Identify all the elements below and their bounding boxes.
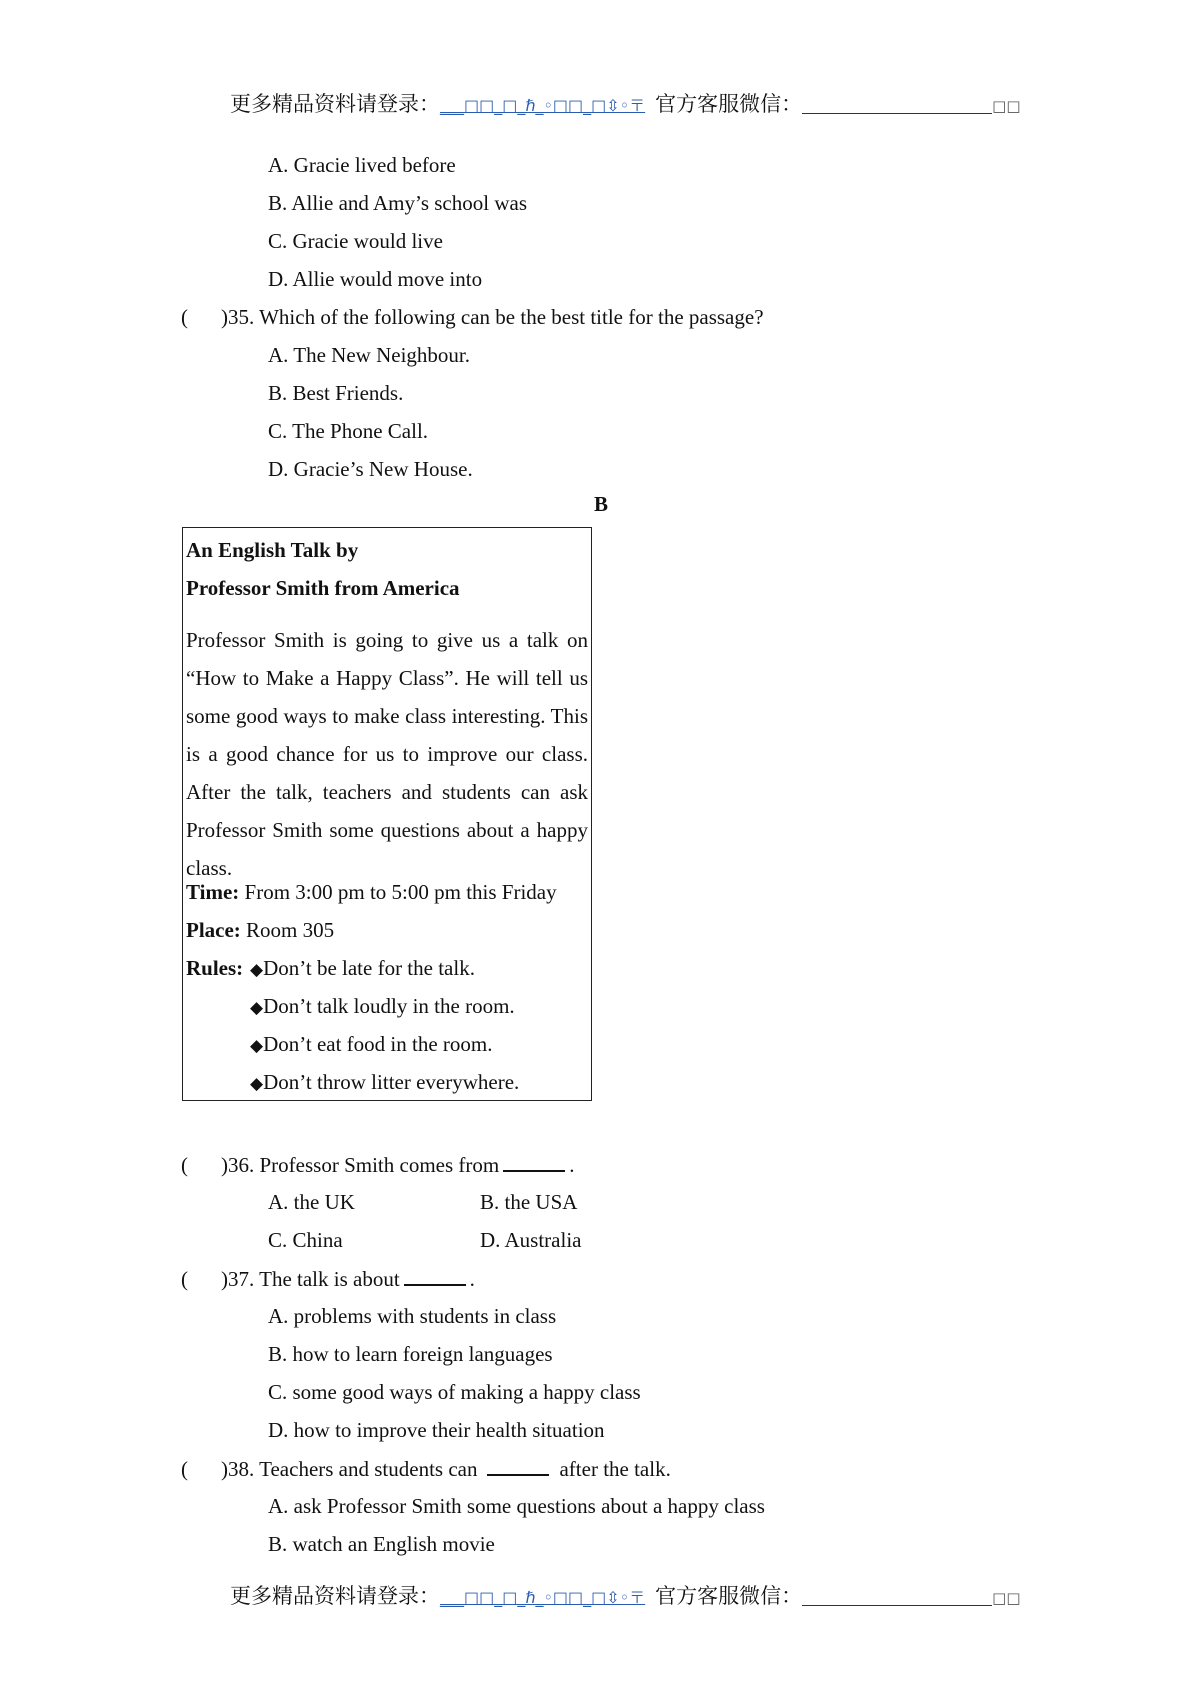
rule-item [250,994,515,1019]
notice-title-1: An English Talk by [186,538,359,562]
diamond-bullet-icon: ◆ [250,960,264,980]
section-label: B [594,492,609,516]
answer-blank [503,1152,565,1172]
question-38-text: )38. Teachers and students can [221,1457,478,1481]
answer-blank [487,1456,549,1476]
q35-option-c: C. The Phone Call. [268,419,429,443]
rule-text: Don’t talk loudly in the room. [263,994,515,1018]
q36-option-c: C. China [268,1228,343,1252]
diamond-bullet-icon: ◆ [250,1074,264,1094]
rule-item [250,956,475,981]
q37-option-d: D. how to improve their health situation [268,1418,605,1442]
answer-paren: ( [181,305,188,329]
notice-time [186,880,557,905]
q38-option-b: B. watch an English movie [268,1532,495,1556]
question-36-text: )36. Professor Smith comes from [221,1153,500,1177]
notice-place [186,918,334,943]
question-35 [181,305,764,330]
rule-text: Don’t throw litter everywhere. [263,1070,520,1094]
notice-title-2: Professor Smith from America [186,576,460,600]
question-38 [181,1456,671,1482]
answer-paren: ( [181,1457,188,1481]
rule-item [250,1032,492,1057]
q37-option-a: A. problems with students in class [268,1304,557,1328]
question-36-end: . [569,1153,575,1177]
footer-link[interactable]: ___□□_□_ℏ_◦□□_□⇳◦〒 [440,1588,646,1607]
q34-option-a: A. Gracie lived before [268,153,456,177]
diamond-bullet-icon: ◆ [250,1036,264,1056]
time-value: From 3:00 pm to 5:00 pm this Friday [244,880,557,904]
page-header [230,88,1021,118]
q35-option-b: B. Best Friends. [268,381,404,405]
q35-option-a: A. The New Neighbour. [268,343,470,367]
header-link[interactable]: ___□□_□_ℏ_◦□□_□⇳◦〒 [440,96,646,115]
place-value: Room 305 [246,918,335,942]
wechat-underline [802,99,992,114]
rule-item [250,1070,519,1095]
notice-box [182,527,592,1101]
place-label: Place: [186,918,241,942]
q35-option-d: D. Gracie’s New House. [268,457,473,481]
answer-paren: ( [181,1267,188,1291]
q34-option-b: B. Allie and Amy’s school was [268,191,527,215]
q36-option-d: D. Australia [480,1228,582,1252]
time-label: Time: [186,880,240,904]
rules-label: Rules: [186,956,244,980]
header-label: 更多精品资料请登录： [230,92,440,116]
footer-wechat-underline [802,1591,992,1606]
rule-text: Don’t be late for the talk. [263,956,475,980]
question-36 [181,1152,574,1178]
question-37-end: . [469,1267,475,1291]
q34-option-c: C. Gracie would live [268,229,443,253]
q38-option-a: A. ask Professor Smith some questions about a happy class [268,1494,765,1518]
question-38-end: after the talk. [559,1457,671,1481]
footer-wechat-label: 官方客服微信： [655,1584,803,1608]
q37-option-c: C. some good ways of making a happy class [268,1380,641,1404]
footer-label: 更多精品资料请登录： [230,1584,440,1608]
notice-body: Professor Smith is going to give us a talk on “How to Make a Happy Class”. He will tell us some good ways to make class interesting. This is a good chance for us to improve our class. After the talk, teachers and students can ask Professor Smith some questions about a happy class. [186,628,588,880]
answer-blank [404,1266,466,1286]
q36-option-a: A. the UK [268,1190,355,1214]
answer-paren: ( [181,1153,188,1177]
diamond-bullet-icon: ◆ [250,998,264,1018]
q36-option-b: B. the USA [480,1190,578,1214]
footer-wechat-tail: □□ [992,1589,1021,1607]
rule-text: Don’t eat food in the room. [263,1032,493,1056]
question-35-text: )35. Which of the following can be the best title for the passage? [221,305,764,329]
question-37 [181,1266,475,1292]
page-footer [230,1580,1021,1610]
q37-option-b: B. how to learn foreign languages [268,1342,553,1366]
wechat-label: 官方客服微信： [655,92,803,116]
wechat-tail: □□ [992,97,1021,115]
q34-option-d: D. Allie would move into [268,267,483,291]
question-37-text: )37. The talk is about [221,1267,400,1291]
